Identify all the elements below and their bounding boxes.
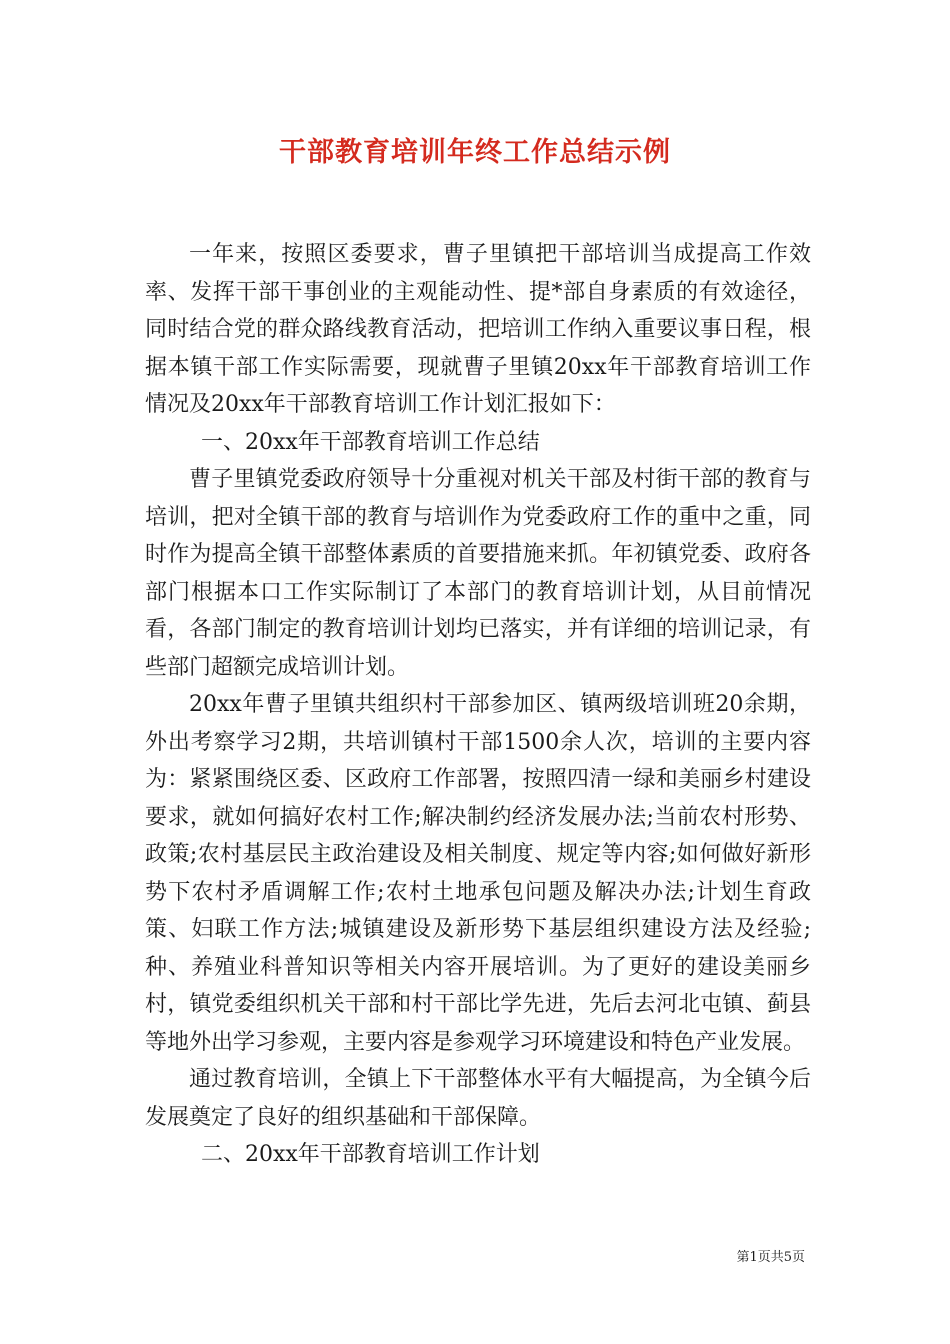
document-title: 干部教育培训年终工作总结示例: [279, 137, 671, 168]
results-paragraph: 通过教育培训，全镇上下干部整体水平有大幅提高，为全镇今后发展奠定了良好的组织基础和干部保障。: [145, 1067, 811, 1130]
section-heading-2: 二、20xx年干部教育培训工作计划: [201, 1142, 540, 1167]
page-number-footer: 第1页共5页: [736, 1250, 805, 1265]
training-details-paragraph: 20xx年曹子里镇共组织村干部参加区、镇两级培训班20余期，外出考察学习2期，共培训镇村干部1500余人次，培训的主要内容为：紧紧围绕区委、区政府工作部署，按照四清一绿和美丽乡村建设要求，就如何搞好农村工作;解决制约经济发展办法;当前农村形势、政策;农村基层民主政治建设及相关制度、规定等内容;如何做好新形势下农村矛盾调解工作;农村土地承包问题及解决办法;计划生育政策、妇联工作方法;城镇建设及新形势下基层组织建设方法及经验;种、养殖业科普知识等相关内容开展培训。为了更好的建设美丽乡村，镇党委组织机关干部和村干部比学先进，先后去河北屯镇、蓟县等地外出学习参观，主要内容是参观学习环境建设和特色产业发展。: [145, 692, 811, 1055]
document-body: [145, 236, 811, 1174]
summary-paragraph: 曹子里镇党委政府领导十分重视对机关干部及村街干部的教育与培训，把对全镇干部的教育与培训作为党委政府工作的重中之重，同时作为提高全镇干部整体素质的首要措施来抓。年初镇党委、政府各部门根据本口工作实际制订了本部门的教育培训计划，从目前情况看，各部门制定的教育培训计划均已落实，并有详细的培训记录，有些部门超额完成培训计划。: [145, 467, 811, 680]
section-heading-1: 一、20xx年干部教育培训工作总结: [201, 429, 540, 455]
intro-paragraph: 一年来，按照区委要求，曹子里镇把干部培训当成提高工作效率、发挥干部干事创业的主观能动性、提*部自身素质的有效途径，同时结合党的群众路线教育活动，把培训工作纳入重要议事日程，根据本镇干部工作实际需要，现就曹子里镇20xx年干部教育培训工作情况及20xx年干部教育培训工作计划汇报如下：: [145, 242, 811, 417]
